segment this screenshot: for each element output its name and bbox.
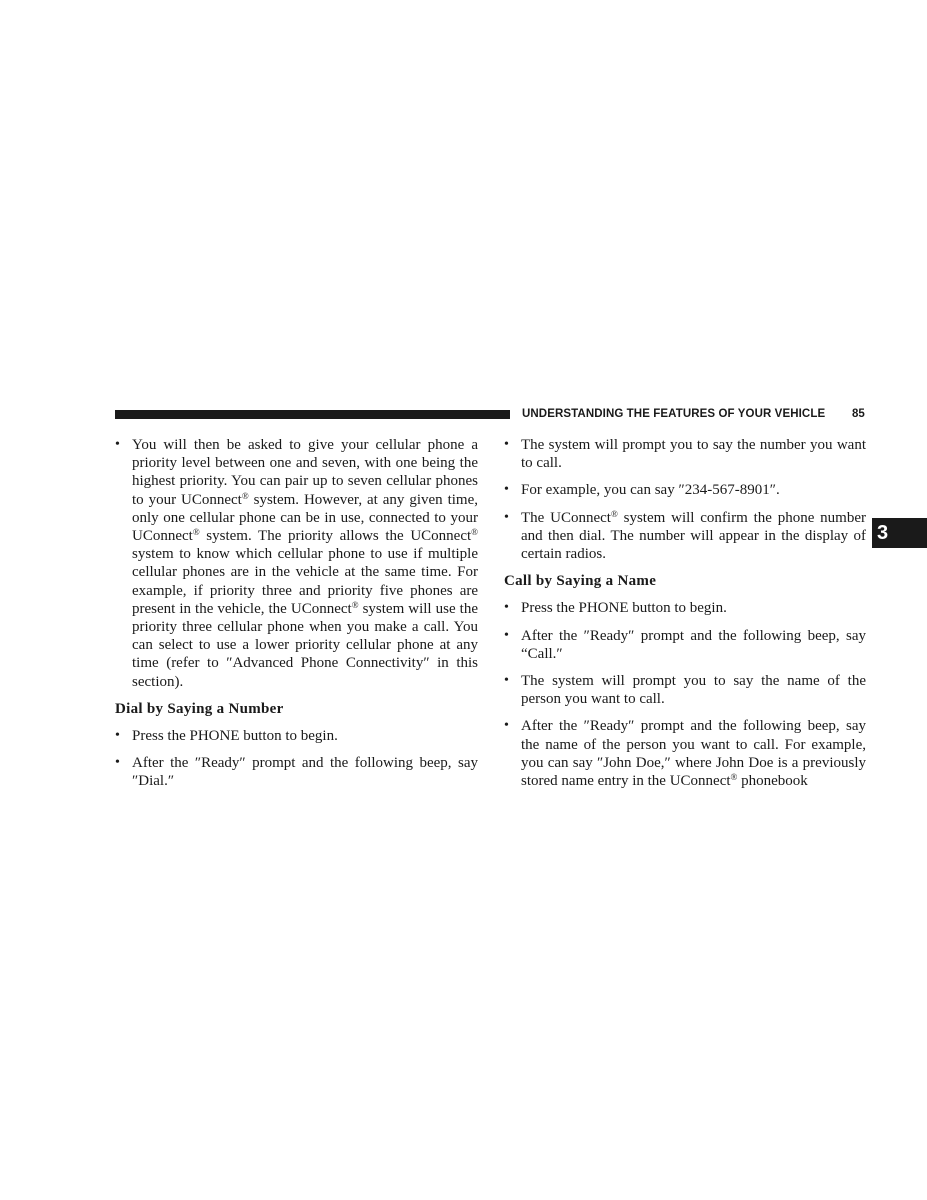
- list-item: • You will then be asked to give your cellular phone a priority level between one and seven, with one being the highest priority. You can pair up to seven cellular phones to your UConnect® system. However, at any given time, only one cellular phone can be in use, connected to your UConnect® system. The priority allows the UConnect® system to know which cellular phone to use if multiple cellular phones are in the vehicle at the same time. For example, if priority three and priority five phones are present in the vehicle, the UConnect® system will use the priority three cellular phone when you make a call. You can select to use a lower priority cellular phone at any time (refer to ″Advanced Phone Connectivity″ in this section).: [115, 437, 479, 690]
- left-column: [115, 436, 478, 800]
- bullet-icon: •: [115, 437, 120, 452]
- right-column: [504, 436, 866, 799]
- bullet-icon: •: [504, 509, 509, 525]
- list-item: • After the ″Ready″ prompt and the following beep, say the name of the person you want to call. For example, you can say ″John Doe,″ where John Doe is a previously stored name entry in the UConnect® phonebook: [504, 718, 866, 790]
- list-item: • After the ″Ready″ prompt and the following beep, say “Call.″: [504, 627, 866, 662]
- bullet-icon: •: [504, 600, 509, 616]
- header-rule: [115, 410, 510, 419]
- bullet-icon: •: [504, 673, 509, 689]
- section-heading: Call by Saying a Name: [504, 573, 657, 590]
- bullet-icon: •: [504, 627, 509, 643]
- section-heading: Dial by Saying a Number: [115, 700, 284, 717]
- bullet-icon: •: [504, 482, 509, 498]
- bullet-icon: •: [115, 755, 120, 771]
- chapter-tab: 3: [872, 518, 927, 548]
- list-item: • The system will prompt you to say the number you want to call.: [504, 437, 866, 472]
- list-item: • Press the PHONE button to begin.: [115, 728, 338, 745]
- bullet-icon: •: [115, 728, 120, 744]
- list-item: • The UConnect® system will confirm the phone number and then dial. The number will appear in the display of certain radios.: [504, 508, 867, 563]
- running-header-title: UNDERSTANDING THE FEATURES OF YOUR VEHICLE: [522, 408, 826, 420]
- list-item: • After the ″Ready″ prompt and the following beep, say ″Dial.″: [115, 755, 478, 790]
- list-item: • For example, you can say ″234-567-8901″.: [504, 482, 780, 499]
- list-item: • The system will prompt you to say the name of the person you want to call.: [504, 673, 866, 708]
- bullet-icon: •: [504, 437, 509, 452]
- list-item: • Press the PHONE button to begin.: [504, 600, 727, 617]
- bullet-icon: •: [504, 718, 509, 734]
- page-number: 85: [852, 408, 865, 420]
